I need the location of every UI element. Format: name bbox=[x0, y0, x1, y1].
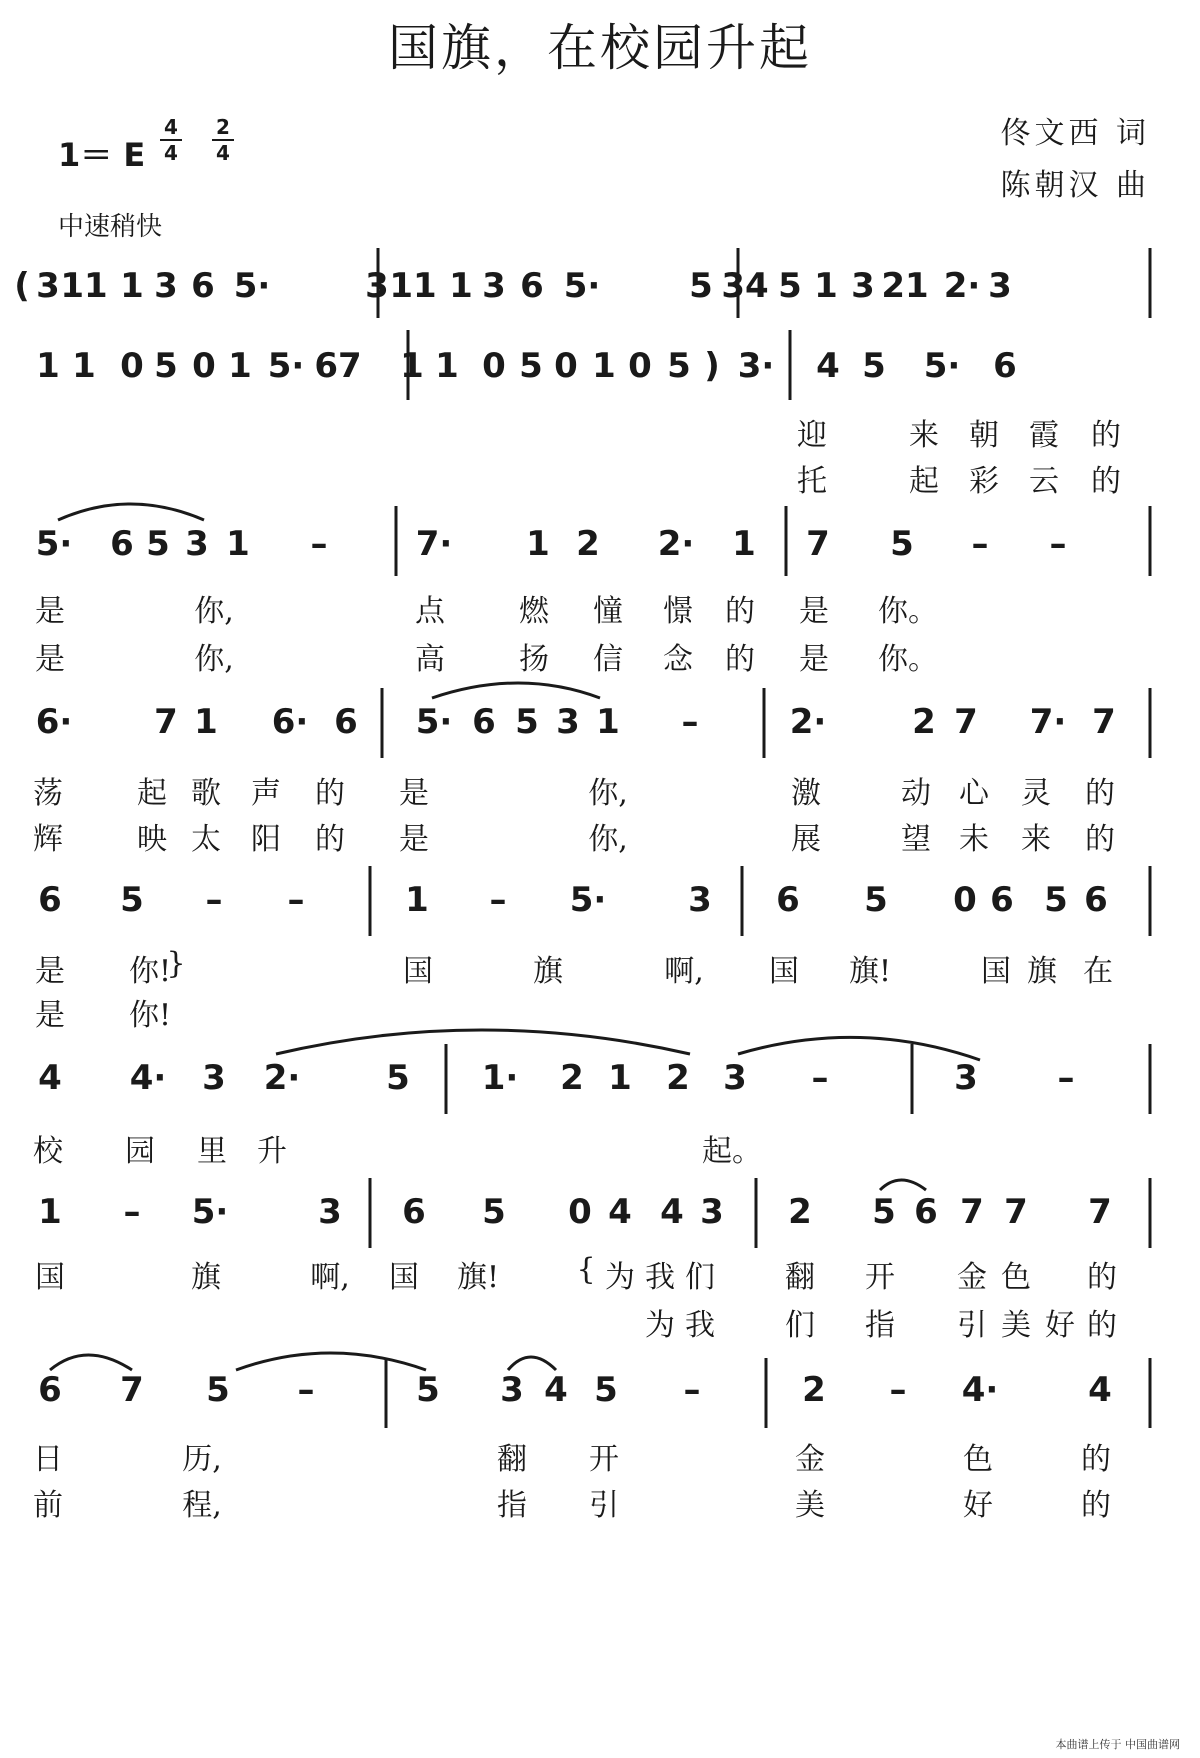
lyric-syllable: 起。 bbox=[702, 1134, 762, 1169]
site-watermark: 本曲谱上传于 中国曲谱网 bbox=[1055, 1738, 1180, 1751]
lyric-syllable: 憬 bbox=[663, 594, 693, 629]
note-token: 5· bbox=[415, 702, 453, 742]
slur-arc bbox=[738, 1037, 980, 1060]
lyric-syllable: 太 bbox=[191, 822, 221, 857]
lyric-syllable: 映 bbox=[137, 822, 167, 857]
note-token: 5 bbox=[482, 1192, 506, 1232]
slur-arc bbox=[880, 1180, 926, 1190]
note-token: 7· bbox=[415, 524, 453, 564]
note-token: 1 bbox=[526, 524, 550, 564]
lyricist-credit: 佟文西 词 bbox=[1000, 116, 1150, 151]
lyric-syllable: 的 bbox=[725, 642, 755, 677]
lyric-syllable: 憧 bbox=[593, 594, 623, 629]
slur-arc bbox=[432, 683, 600, 698]
note-token: ( bbox=[14, 266, 30, 306]
lyric-syllable: 来 bbox=[909, 418, 939, 453]
note-token: 2 bbox=[802, 1370, 826, 1410]
key-signature: 1＝ E bbox=[58, 136, 146, 174]
note-token: 1 bbox=[228, 346, 252, 386]
note-token: 0 bbox=[568, 1192, 592, 1232]
lyric-syllable: 迎 bbox=[797, 418, 827, 453]
lyric-syllable: 荡 bbox=[33, 776, 63, 811]
note-token: 1 bbox=[596, 702, 620, 742]
lyric-syllable: 扬 bbox=[519, 642, 549, 677]
lyric-syllable: 旗 bbox=[1027, 954, 1057, 989]
note-token: 4· bbox=[129, 1058, 167, 1098]
note-token: 1 bbox=[38, 1192, 62, 1232]
lyric-syllable: 是 bbox=[399, 822, 429, 857]
note-token: 5· bbox=[267, 346, 305, 386]
lyric-syllable: 是 bbox=[399, 776, 429, 811]
slur-arc bbox=[50, 1355, 132, 1370]
note-token: – bbox=[1049, 524, 1067, 564]
lyric-syllable: 们 bbox=[785, 1308, 815, 1343]
note-token: 3 bbox=[318, 1192, 342, 1232]
note-token: 0 bbox=[953, 880, 977, 920]
lyric-syllable: 美 bbox=[1001, 1308, 1031, 1343]
note-token: 1 bbox=[449, 266, 473, 306]
note-token: 3 bbox=[154, 266, 178, 306]
lyric-syllable: 望 bbox=[901, 822, 931, 857]
lyric-syllable: 你, bbox=[588, 776, 628, 811]
lyric-syllable: 国 bbox=[403, 954, 433, 989]
note-token: 2 bbox=[576, 524, 600, 564]
note-token: 7 bbox=[1092, 702, 1116, 742]
note-token: 6 bbox=[38, 1370, 62, 1410]
note-token: 3 bbox=[954, 1058, 978, 1098]
lyric-syllable: 的 bbox=[1081, 1488, 1111, 1523]
slur-arc bbox=[508, 1357, 556, 1370]
lyric-syllable: 辉 bbox=[33, 822, 63, 857]
note-token: – bbox=[205, 880, 223, 920]
lyric-syllable: } bbox=[166, 946, 186, 981]
note-token: 67 bbox=[314, 346, 362, 386]
note-token: 2· bbox=[789, 702, 827, 742]
lyric-syllable: 是 bbox=[35, 954, 65, 989]
slur-arc bbox=[58, 504, 204, 520]
lyric-syllable: 日 bbox=[33, 1442, 63, 1477]
lyric-syllable: 是 bbox=[35, 998, 65, 1033]
lyric-syllable: 开 bbox=[589, 1442, 619, 1477]
lyric-syllable: 为 bbox=[605, 1260, 635, 1295]
note-token: 1 bbox=[226, 524, 250, 564]
lyric-syllable: 国 bbox=[769, 954, 799, 989]
lyric-syllable: 升 bbox=[257, 1134, 287, 1169]
lyric-syllable: 信 bbox=[593, 642, 623, 677]
note-token: 2 bbox=[912, 702, 936, 742]
lyric-syllable: 起 bbox=[909, 464, 939, 499]
lyric-syllable: 是 bbox=[35, 642, 65, 677]
note-token: 4 bbox=[816, 346, 840, 386]
lyric-syllable: 旗! bbox=[456, 1260, 500, 1295]
note-token: 0 bbox=[192, 346, 216, 386]
lyric-syllable: 是 bbox=[799, 594, 829, 629]
lyric-syllable: 为 bbox=[645, 1308, 675, 1343]
lyric-syllable: 在 bbox=[1083, 954, 1113, 989]
note-token: 5· bbox=[923, 346, 961, 386]
lyric-syllable: 来 bbox=[1021, 822, 1051, 857]
note-token: 7 bbox=[954, 702, 978, 742]
lyric-syllable: 色 bbox=[963, 1442, 993, 1477]
note-token: 1 bbox=[194, 702, 218, 742]
note-token: – bbox=[1057, 1058, 1075, 1098]
composer-credit: 陈朝汉 曲 bbox=[1000, 168, 1150, 203]
lyric-syllable: 的 bbox=[1081, 1442, 1111, 1477]
lyric-syllable: 声 bbox=[251, 776, 281, 811]
lyric-syllable: 点 bbox=[415, 594, 445, 629]
note-token: 5 bbox=[154, 346, 178, 386]
note-token: 7 bbox=[806, 524, 830, 564]
note-token: – bbox=[287, 880, 305, 920]
lyric-syllable: 我 bbox=[685, 1308, 715, 1343]
note-token: 5· bbox=[569, 880, 607, 920]
note-token: 4 bbox=[660, 1192, 684, 1232]
note-token: 6 bbox=[334, 702, 358, 742]
note-token: 6 bbox=[472, 702, 496, 742]
lyric-syllable: 展 bbox=[791, 822, 821, 857]
note-token: 6 bbox=[402, 1192, 426, 1232]
note-token: 6· bbox=[271, 702, 309, 742]
note-token: 6 bbox=[914, 1192, 938, 1232]
note-token: – bbox=[889, 1370, 907, 1410]
note-token: 3 bbox=[851, 266, 875, 306]
lyric-syllable: 灵 bbox=[1021, 776, 1051, 811]
lyric-syllable: 燃 bbox=[519, 594, 549, 629]
note-token: 1 bbox=[120, 266, 144, 306]
lyric-syllable: 你, bbox=[194, 594, 234, 629]
note-token: 3 bbox=[988, 266, 1012, 306]
note-token: 2 bbox=[666, 1058, 690, 1098]
note-token: 3· bbox=[737, 346, 775, 386]
note-token: – bbox=[971, 524, 989, 564]
note-token: 5 bbox=[206, 1370, 230, 1410]
note-token: 5· bbox=[35, 524, 73, 564]
slur-arc bbox=[276, 1030, 690, 1054]
note-token: 11 bbox=[389, 266, 437, 306]
note-token: 2· bbox=[657, 524, 695, 564]
lyric-syllable: 彩 bbox=[969, 464, 999, 499]
lyric-syllable: 激 bbox=[791, 776, 821, 811]
note-token: 7 bbox=[960, 1192, 984, 1232]
lyric-syllable: 心 bbox=[959, 776, 989, 811]
note-token: 6 bbox=[38, 880, 62, 920]
lyric-syllable: 金 bbox=[795, 1442, 825, 1477]
note-token: ) bbox=[704, 346, 720, 386]
lyric-syllable: 托 bbox=[797, 464, 827, 499]
lyric-syllable: 程, bbox=[182, 1488, 222, 1523]
lyric-syllable: 是 bbox=[35, 594, 65, 629]
tempo-marking: 中速稍快 bbox=[58, 212, 163, 242]
lyric-syllable: 你! bbox=[128, 998, 172, 1033]
time-signature-top: 2 bbox=[216, 115, 230, 139]
note-token: 3 bbox=[202, 1058, 226, 1098]
note-token: 5 bbox=[872, 1192, 896, 1232]
note-token: 5 bbox=[594, 1370, 618, 1410]
note-token: 3 bbox=[482, 266, 506, 306]
note-token: 5 bbox=[416, 1370, 440, 1410]
lyric-syllable: 园 bbox=[125, 1134, 155, 1169]
lyric-syllable: 的 bbox=[1091, 418, 1121, 453]
note-token: 4 bbox=[38, 1058, 62, 1098]
lyric-syllable: 引 bbox=[589, 1488, 619, 1523]
note-token: 6 bbox=[776, 880, 800, 920]
note-token: 1 bbox=[814, 266, 838, 306]
note-token: 5 bbox=[515, 702, 539, 742]
lyric-syllable: 的 bbox=[315, 822, 345, 857]
note-token: 34 bbox=[721, 266, 769, 306]
note-token: 7 bbox=[120, 1370, 144, 1410]
note-token: 6 bbox=[1084, 880, 1108, 920]
note-token: 4 bbox=[608, 1192, 632, 1232]
lyric-syllable: 你, bbox=[194, 642, 234, 677]
lyric-syllable: 开 bbox=[865, 1260, 895, 1295]
lyric-syllable: 指 bbox=[497, 1488, 527, 1523]
note-token: 0 bbox=[120, 346, 144, 386]
lyric-syllable: { bbox=[576, 1252, 596, 1287]
note-token: 5 bbox=[667, 346, 691, 386]
note-token: 5· bbox=[563, 266, 601, 306]
lyric-syllable: 的 bbox=[315, 776, 345, 811]
note-token: 1 bbox=[400, 346, 424, 386]
note-token: 6 bbox=[110, 524, 134, 564]
time-signature-top: 4 bbox=[164, 115, 178, 139]
lyric-syllable: 我 bbox=[645, 1260, 675, 1295]
note-token: 5 bbox=[146, 524, 170, 564]
lyric-syllable: 霞 bbox=[1029, 418, 1059, 453]
note-token: 5· bbox=[191, 1192, 229, 1232]
note-token: 6 bbox=[520, 266, 544, 306]
song-title: 国旗，在校园升起 bbox=[388, 19, 812, 77]
note-token: 5 bbox=[386, 1058, 410, 1098]
note-token: 3 bbox=[700, 1192, 724, 1232]
lyric-syllable: 美 bbox=[795, 1488, 825, 1523]
lyric-syllable: 的 bbox=[1087, 1308, 1117, 1343]
lyric-syllable: 的 bbox=[1091, 464, 1121, 499]
lyric-syllable: 起 bbox=[137, 776, 167, 811]
note-token: – bbox=[297, 1370, 315, 1410]
note-token: 6· bbox=[35, 702, 73, 742]
lyric-syllable: 你! bbox=[128, 954, 172, 989]
slur-arc bbox=[236, 1353, 426, 1370]
note-token: 11 bbox=[60, 266, 108, 306]
note-token: – bbox=[681, 702, 699, 742]
lyric-syllable: 历, bbox=[182, 1442, 222, 1477]
note-token: 7 bbox=[154, 702, 178, 742]
note-token: 2· bbox=[263, 1058, 301, 1098]
note-token: – bbox=[811, 1058, 829, 1098]
note-token: 1 bbox=[72, 346, 96, 386]
note-token: 4 bbox=[1088, 1370, 1112, 1410]
note-token: 4 bbox=[544, 1370, 568, 1410]
note-token: 2 bbox=[560, 1058, 584, 1098]
note-token: 1 bbox=[592, 346, 616, 386]
lyric-syllable: 的 bbox=[1085, 822, 1115, 857]
note-token: 21 bbox=[881, 266, 929, 306]
lyric-syllable: 旗! bbox=[848, 954, 892, 989]
note-token: 1· bbox=[481, 1058, 519, 1098]
note-token: 6 bbox=[993, 346, 1017, 386]
note-token: 7 bbox=[1004, 1192, 1028, 1232]
note-token: 5· bbox=[233, 266, 271, 306]
lyric-syllable: 啊, bbox=[664, 954, 704, 989]
note-token: – bbox=[489, 880, 507, 920]
note-token: 3 bbox=[185, 524, 209, 564]
note-token: 4· bbox=[961, 1370, 999, 1410]
lyric-syllable: 歌 bbox=[191, 776, 221, 811]
lyric-syllable: 色 bbox=[1001, 1260, 1031, 1295]
note-token: 0 bbox=[482, 346, 506, 386]
lyric-syllable: 的 bbox=[1087, 1260, 1117, 1295]
lyric-syllable: 国 bbox=[35, 1260, 65, 1295]
lyric-syllable: 动 bbox=[901, 776, 931, 811]
note-token: 5 bbox=[1044, 880, 1068, 920]
note-token: 6 bbox=[990, 880, 1014, 920]
lyric-syllable: 未 bbox=[959, 822, 989, 857]
note-token: 7· bbox=[1029, 702, 1067, 742]
note-token: 5 bbox=[120, 880, 144, 920]
lyric-syllable: 你, bbox=[588, 822, 628, 857]
lyric-syllable: 的 bbox=[1085, 776, 1115, 811]
time-signature-bottom: 4 bbox=[164, 141, 178, 165]
note-token: 1 bbox=[732, 524, 756, 564]
note-token: 5 bbox=[862, 346, 886, 386]
note-token: – bbox=[310, 524, 328, 564]
lyric-syllable: 前 bbox=[33, 1488, 63, 1523]
note-token: 6 bbox=[191, 266, 215, 306]
note-token: 0 bbox=[554, 346, 578, 386]
lyric-syllable: 翻 bbox=[497, 1442, 527, 1477]
lyric-syllable: 高 bbox=[415, 642, 445, 677]
lyric-syllable: 阳 bbox=[251, 822, 281, 857]
lyric-syllable: 朝 bbox=[969, 418, 999, 453]
lyric-syllable: 引 bbox=[957, 1308, 987, 1343]
note-token: 1 bbox=[405, 880, 429, 920]
lyric-syllable: 好 bbox=[963, 1488, 993, 1523]
lyric-syllable: 是 bbox=[799, 642, 829, 677]
lyric-syllable: 旗 bbox=[533, 954, 563, 989]
note-token: 1 bbox=[435, 346, 459, 386]
note-token: 3 bbox=[36, 266, 60, 306]
lyric-syllable: 金 bbox=[957, 1260, 987, 1295]
note-token: 3 bbox=[723, 1058, 747, 1098]
lyric-syllable: 国 bbox=[389, 1260, 419, 1295]
lyric-syllable: 里 bbox=[197, 1134, 227, 1169]
note-token: 5 bbox=[689, 266, 713, 306]
lyric-syllable: 啊, bbox=[310, 1260, 350, 1295]
note-token: 0 bbox=[628, 346, 652, 386]
note-token: 3 bbox=[688, 880, 712, 920]
lyric-syllable: 好 bbox=[1045, 1308, 1075, 1343]
note-token: 5 bbox=[778, 266, 802, 306]
lyric-syllable: 你。 bbox=[878, 594, 938, 629]
note-token: 5 bbox=[890, 524, 914, 564]
time-signature-bottom: 4 bbox=[216, 141, 230, 165]
lyric-syllable: 的 bbox=[725, 594, 755, 629]
note-token: 2· bbox=[943, 266, 981, 306]
lyric-syllable: 国 bbox=[981, 954, 1011, 989]
note-token: 1 bbox=[36, 346, 60, 386]
lyric-syllable: 指 bbox=[865, 1308, 895, 1343]
note-token: 5 bbox=[864, 880, 888, 920]
note-token: – bbox=[683, 1370, 701, 1410]
note-token: 3 bbox=[365, 266, 389, 306]
lyric-syllable: 们 bbox=[685, 1260, 715, 1295]
lyric-syllable: 旗 bbox=[191, 1260, 221, 1295]
lyric-syllable: 翻 bbox=[785, 1260, 815, 1295]
lyric-syllable: 云 bbox=[1029, 464, 1059, 499]
note-token: 2 bbox=[788, 1192, 812, 1232]
lyric-syllable: 校 bbox=[33, 1134, 63, 1169]
lyric-syllable: 念 bbox=[663, 642, 693, 677]
note-token: 5 bbox=[519, 346, 543, 386]
note-token: 3 bbox=[556, 702, 580, 742]
note-token: 1 bbox=[608, 1058, 632, 1098]
lyric-syllable: 你。 bbox=[878, 642, 938, 677]
note-token: 7 bbox=[1088, 1192, 1112, 1232]
note-token: – bbox=[123, 1192, 141, 1232]
note-token: 3 bbox=[500, 1370, 524, 1410]
